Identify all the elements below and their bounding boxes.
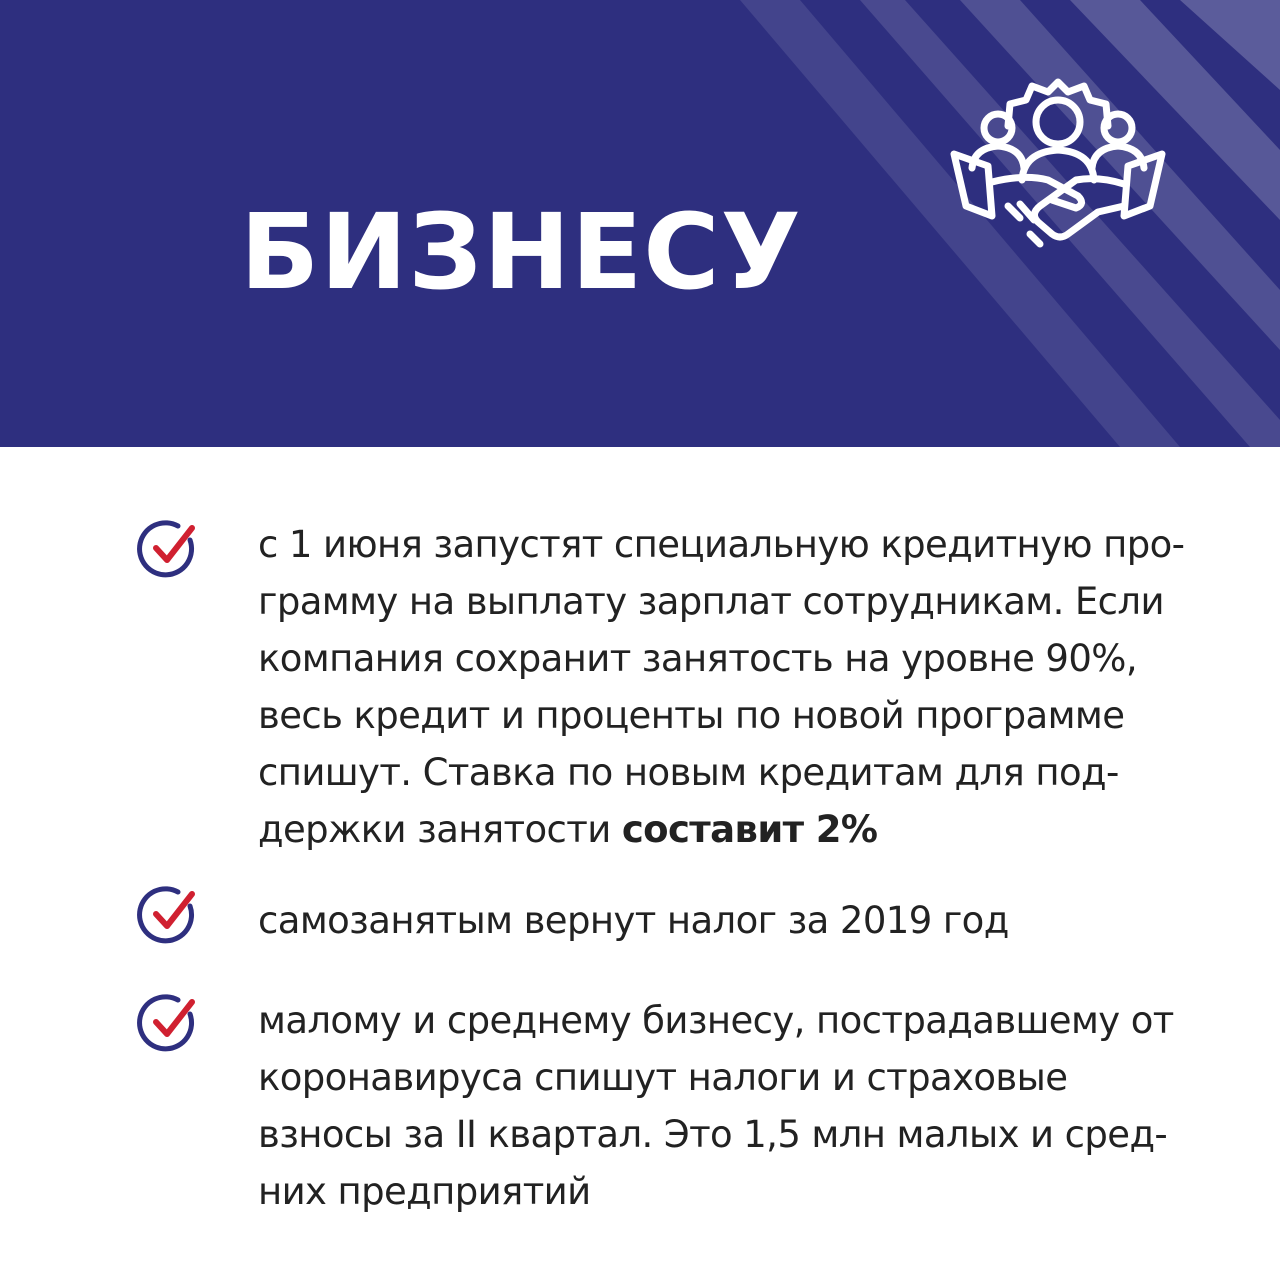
list-item-text: [258, 892, 1248, 949]
list-item-text-regular: с 1 июня запустят специальную кредитную про- грамму на выплату зарплат сотрудникам. Если компания сохранит занятость на уровне 90%, весь кредит и проценты по новой программе спишут. Ставка по новым кредитам для под- держки занятости: [258, 523, 1185, 851]
list-item: [0, 506, 1280, 866]
check-circle-icon: [134, 514, 204, 584]
list-item: [0, 880, 1280, 960]
list-item-text-regular: самозанятым вернут налог за 2019 год: [258, 899, 1009, 942]
business-handshake-gear-icon: [948, 56, 1168, 280]
check-circle-icon: [134, 880, 204, 950]
page-title: БИЗНЕСУ: [240, 191, 802, 313]
header-banner: [0, 0, 1280, 447]
list-item-text: [258, 992, 1248, 1220]
list-item-text: [258, 516, 1248, 858]
check-circle-icon: [134, 988, 204, 1058]
list-item: [0, 982, 1280, 1222]
list-item-text-regular: малому и среднему бизнесу, пострадавшему от коронавируса спишут налоги и страховые взносы за II квартал. Это 1,5 млн малых и сред- них предприятий: [258, 999, 1174, 1213]
list-item-text-bold: составит 2%: [621, 808, 878, 851]
